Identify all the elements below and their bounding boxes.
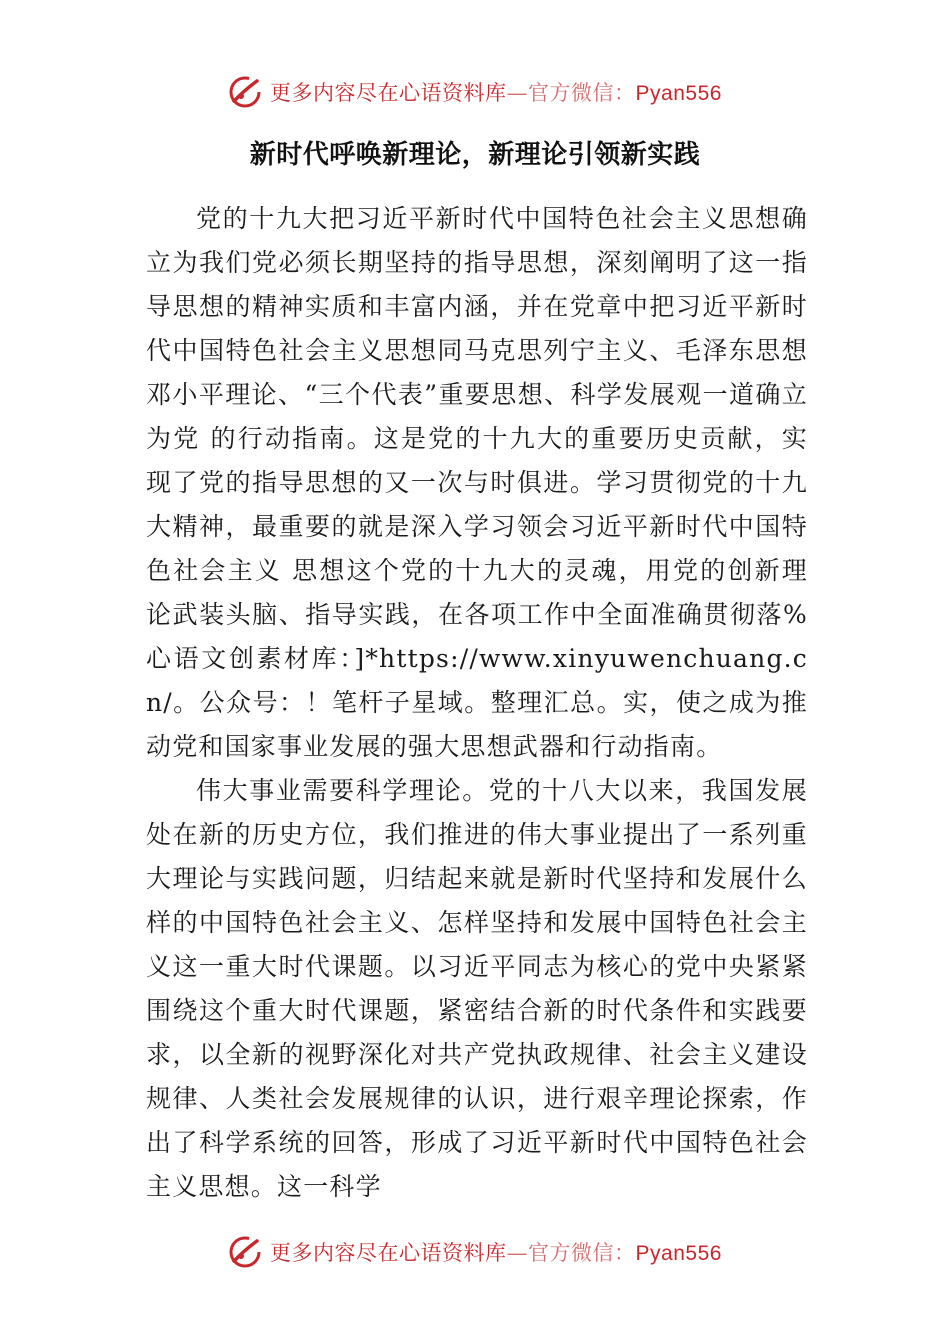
document-title: 新时代呼唤新理论，新理论引领新实践 [249,140,701,170]
footer-banner-account: Pyan556 [635,1242,722,1265]
footer-banner-main: 更多内容尽在心语资料库 [270,1241,507,1265]
footer-banner-separator: —官方微信： [506,1241,636,1265]
inkbrush-seal-logo-icon [228,75,262,109]
inkbrush-seal-logo-icon [228,1235,262,1269]
header-banner-account: Pyan556 [635,82,722,105]
document-body [146,197,808,1209]
paragraph-1: 党的十九大把习近平新时代中国特色社会主义思想确立为我们党必须长期坚持的指导思想，深刻阐明了这一指导思想的精神实质和丰富内涵，并在党章中把习近平新时代中国特色社会主义思想同马克思列宁主义、毛泽东思想邓小平理论、“三个代表”重要思想、科学发展观一道确立为党 的行动指南。这是党的十九大的重要历史贡献，实现了党的指导思想的又一次与时俱进。学习贯彻党的十九大精神，最重要的就是深入学习领会习近平新时代中国特色社会主义 思想这个党的十九大的灵魂，用党的创新理论武装头脑、指导实践，在各项工作中全面准确贯彻落%心语文创素材库：]*https://www.xinyuwenchuang.cn/。公众号：！笔杆子星域。整理汇总。实，使之成为推动党和国家事业发展的强大思想武器和行动指南。 [146,204,808,761]
header-banner-separator: —官方微信： [506,81,636,105]
footer-banner-text [270,1237,722,1267]
header-banner-text [270,77,722,107]
footer-banner [0,1232,950,1272]
paragraph-2: 伟大事业需要科学理论。党的十八大以来，我国发展处在新的历史方位，我们推进的伟大事业提出了一系列重大理论与实践问题，归结起来就是新时代坚持和发展什么样的中国特色社会主义、怎样坚持和发展中国特色社会主义这一重大时代课题。以习近平同志为核心的党中央紧紧围绕这个重大时代课题，紧密结合新的时代条件和实践要求，以全新的视野深化对共产党执政规律、社会主义建设规律、人类社会发展规律的认识，进行艰辛理论探索，作出了科学系统的回答，形成了习近平新时代中国特色社会主义思想。这一科学 [146,776,808,1201]
header-banner-main: 更多内容尽在心语资料库 [270,81,507,105]
header-banner [0,72,950,112]
